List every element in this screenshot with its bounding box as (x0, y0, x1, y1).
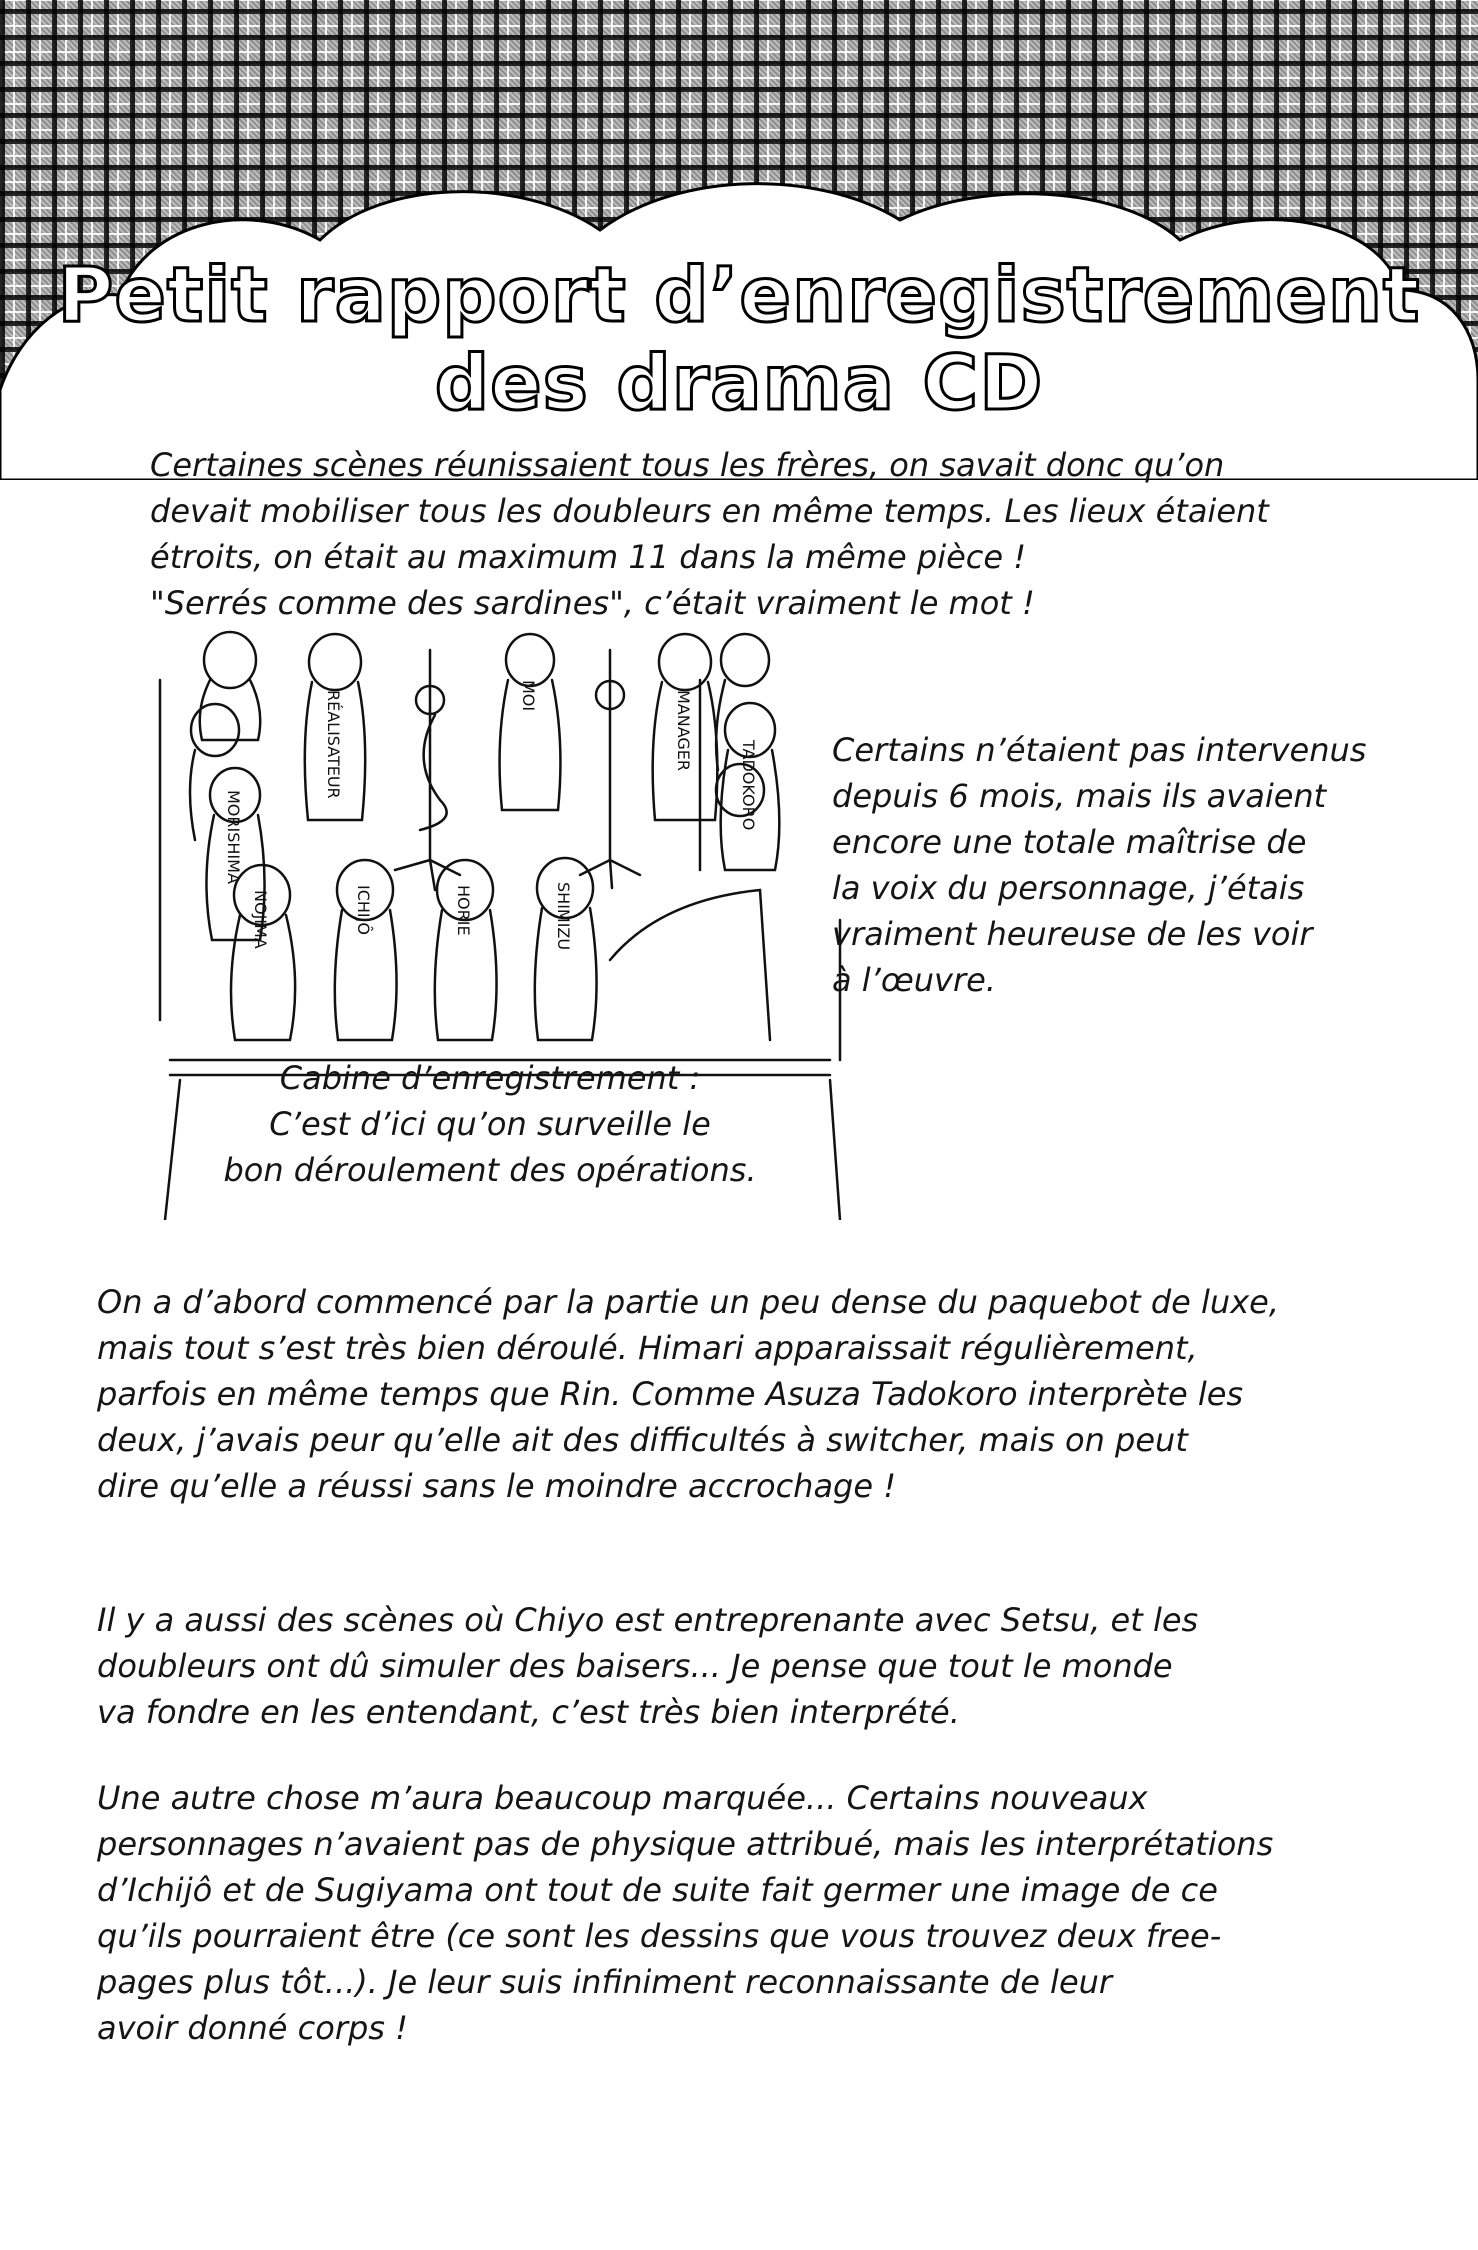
label-ichijo: ICHIJÔ (354, 885, 373, 935)
label-horie: HORIE (454, 885, 473, 936)
label-manager: MANAGER (674, 690, 693, 772)
microphone-stands (395, 650, 640, 890)
label-realisateur: RÉALISATEUR (324, 690, 343, 799)
paragraph-chiyo-setsu: Il y a aussi des scènes où Chiyo est entreprenante avec Setsu, et les doubleurs ont dû simuler des baisers... Je pense que tout le monde va fondre en les entendant, c’est très bien interprété. (97, 1601, 1199, 1731)
paragraph-luxury-liner: On a d’abord commencé par la partie un peu dense du paquebot de luxe, mais tout s’est très bien déroulé. Himari apparaissait régulièrement, parfois en même temps que Rin. Comme Asuza Tadokoro interprète les deux, j’avais peur qu’elle ait des difficultés à switcher, mais on peut dire qu’elle a réussi sans le moindre accrochage ! (97, 1283, 1279, 1505)
paragraph-new-characters: Une autre chose m’aura beaucoup marquée... Certains nouveaux personnages n’avaient pas de physique attribué, mais les interprétations d’Ichijô et de Sugiyama ont tout de suite fait germer une image de ce qu’ils pourraient être (ce sont les dessins que vous trouvez deux free- pages plus tôt...). Je leur suis infiniment reconnaissante de leur avoir donné corps ! (97, 1779, 1274, 2047)
label-tadokoro: TADOKORO (739, 740, 758, 831)
side-paragraph: Certains n’étaient pas intervenus depuis 6 mois, mais ils avaient encore une totale maîtrise de la voix du personnage, j’étais vraiment heureuse de les voir à l’œuvre. (832, 731, 1367, 999)
intro-paragraph: Certaines scènes réunissaient tous les frères, on savait donc qu’on devait mobiliser tous les doubleurs en même temps. Les lieux étaient étroits, on était au maximum 11 dans la même pièce ! "Serrés comme des sardines", c’était vraiment le mot ! (150, 446, 1269, 622)
page-title-line1: Petit rapport d’enregistrement (57, 250, 1421, 339)
label-moi: MOI (519, 680, 538, 712)
page-title-line2: des drama CD (434, 338, 1044, 427)
front-row-figures (231, 858, 597, 1040)
label-nojima: NOJIMA (251, 890, 270, 949)
label-shimizu: SHIMIZU (554, 882, 573, 951)
cabin-caption: Cabine d’enregistrement : C’est d’ici qu’on surveille le bon déroulement des opérations. (223, 1059, 757, 1189)
label-morishima: MORISHIMA (224, 790, 243, 884)
